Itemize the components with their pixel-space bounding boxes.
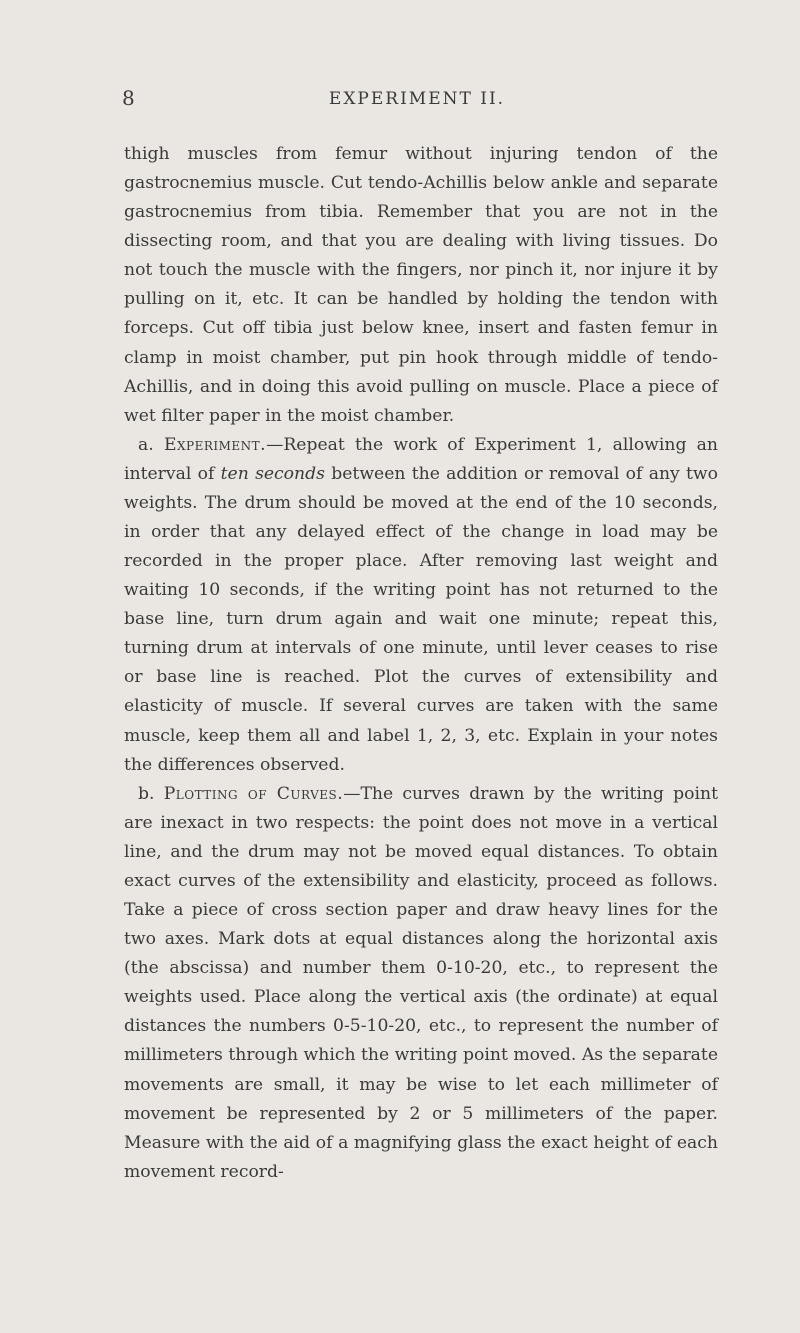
paragraph-text: —Repeat the work of Experiment 1, allowing an interval of xyxy=(124,434,718,484)
paragraph-plotting xyxy=(124,780,718,1187)
paragraph-text: —The curves drawn by the writing point are inexact in two respects: the point does not move in a vertical line, and the drum may not be moved equal distances. To obtain exact curves of the extensibility and elasticity, proceed as follows. Take a piece of cross section paper and draw heavy lines for the two axes. Mark dots at equal distances along the horizontal axis (the abscissa) and number them 0-10-20, etc., to represent the weights used. Place along the vertical axis (the ordinate) at equal distances the numbers 0-5-10-20, etc., to represent the number of millimeters through which the writing point moved. As the separate movements are small, it may be wise to let each millimeter of movement be represented by 2 or 5 millimeters of the paper. Measure with the aid of a magnifying glass the exact height of each movement record- xyxy=(124,783,718,1182)
section-heading: Experiment. xyxy=(163,434,267,455)
page-header xyxy=(122,86,712,116)
paragraph-dissection: thigh muscles from femur without injuring tendon of the gastrocnemius muscle. Cut tendo-Achillis below ankle and separate gastrocnemius from tibia. Remember that you are not in the dissecting room, and that you are dealing with living tissues. Do not touch the muscle with the fingers, nor pinch it, nor injure it by pulling on it, etc. It can be handled by holding the tendon with forceps. Cut off tibia just below knee, insert and fasten femur in clamp in moist chamber, put pin hook through middle of tendo-Achillis, and in doing this avoid pulling on muscle. Place a piece of wet filter paper in the moist chamber. xyxy=(124,144,718,426)
emphasis-text: ten seconds xyxy=(220,463,325,484)
paragraph-marker: b. xyxy=(138,783,155,804)
page-body xyxy=(124,140,718,1187)
page-number: 8 xyxy=(122,86,135,110)
section-heading: Plotting of Curves. xyxy=(163,783,344,804)
running-head: EXPERIMENT II. xyxy=(328,89,506,109)
paragraph-text: between the addition or removal of any two weights. The drum should be moved at the end of the 10 seconds, in order that any delayed effect of the change in load may be recorded in the proper place. After removing last weight and waiting 10 seconds, if the writing point has not returned to the base line, turn drum again and wait one minute; repeat this, turning drum at intervals of one minute, until lever ceases to rise or base line is reached. Plot the curves of extensibility and elasticity of muscle. If several curves are taken with the same muscle, keep them all and label 1, 2, 3, etc. Explain in your notes the differences observed. xyxy=(124,463,718,775)
paragraph-marker: a. xyxy=(138,434,154,455)
paragraph-experiment xyxy=(124,431,718,780)
